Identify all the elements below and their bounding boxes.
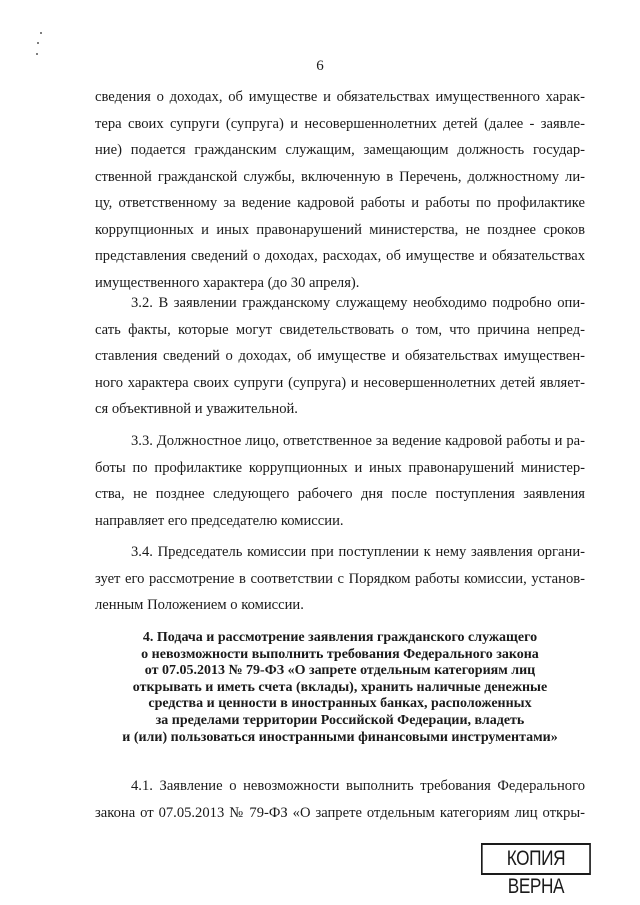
text-line: направляет его председателю комиссии. (95, 512, 344, 529)
text-line: ного характера своих супруги (супруга) и несовершеннолетних детей являет- (95, 374, 585, 391)
paragraph-3-3 (95, 428, 585, 534)
text-line: сведения о доходах, об имуществе и обязательствах имущественного харак- (95, 89, 585, 105)
heading-line: за пределами территории Российской Федерации, владеть (155, 712, 525, 728)
text-line: ние) подается гражданским служащим, замещающим должность государ- (95, 142, 585, 158)
text-line: зует его рассмотрение в соответствии с Порядком работы комиссии, установ- (95, 570, 585, 587)
scan-speck (37, 42, 39, 44)
paragraph-continuation (95, 84, 585, 296)
text-line: ственной гражданской службы, включенную в Перечень, должностному ли- (95, 168, 585, 185)
text-line: цу, ответственному за ведение кадровой работы и работы по профилактике (95, 195, 585, 211)
text-line: ся объективной и уважительной. (95, 401, 298, 417)
text-line: коррупционных и иных правонарушений министерства, не позднее сроков (95, 221, 585, 238)
text-line: имущественного характера (до 30 апреля). (95, 274, 360, 291)
paragraph-4-1 (95, 773, 585, 826)
paragraph-3-4 (95, 539, 585, 619)
text-line: ленным Положением о комиссии. (95, 597, 304, 613)
text-line: 3.4. Председатель комиссии при поступлении к нему заявления органи- (131, 544, 585, 560)
text-line: закона от 07.05.2013 № 79-ФЗ «О запрете отдельным категориям лиц откры- (95, 804, 585, 821)
text-line: сать факты, которые могут свидетельствовать о том, что причина непред- (95, 321, 585, 338)
text-line: представления сведений о доходах, расходах, об имуществе и обязательствах (95, 248, 585, 264)
text-line: ства, не позднее следующего рабочего дня после поступления заявления (95, 486, 585, 502)
text-line: 3.2. В заявлении гражданскому служащему необходимо подробно опи- (131, 295, 585, 311)
text-line: ставления сведений о доходах, об имуществе и обязательствах имуществен- (95, 348, 585, 364)
scan-speck (40, 32, 42, 34)
text-line: тера своих супруги (супруга) и несовершеннолетних детей (далее - заявле- (95, 115, 585, 132)
text-line: 4.1. Заявление о невозможности выполнить требования Федерального (131, 778, 585, 794)
heading-line: средства и ценности в иностранных банках, расположенных (148, 696, 532, 712)
heading-line: от 07.05.2013 № 79-ФЗ «О запрете отдельным категориям лиц (144, 663, 536, 679)
heading-line: открывать и иметь счета (вклады), хранить наличные денежные (132, 679, 548, 695)
text-line: 3.3. Должностное лицо, ответственное за ведение кадровой работы и ра- (131, 433, 585, 449)
certified-copy-stamp: КОПИЯ ВЕРНА (481, 843, 591, 875)
heading-line: и (или) пользоваться иностранными финансовыми инструментами» (122, 729, 558, 745)
scan-speck (36, 53, 38, 55)
heading-line: 4. Подача и рассмотрение заявления гражданского служащего (142, 630, 538, 645)
heading-line: о невозможности выполнить требования Федерального закона (141, 646, 539, 662)
text-line: боты по профилактике коррупционных и иных правонарушений министер- (95, 459, 585, 476)
paragraph-3-2 (95, 290, 585, 423)
page-number: 6 (316, 58, 324, 74)
section-heading (100, 630, 580, 746)
